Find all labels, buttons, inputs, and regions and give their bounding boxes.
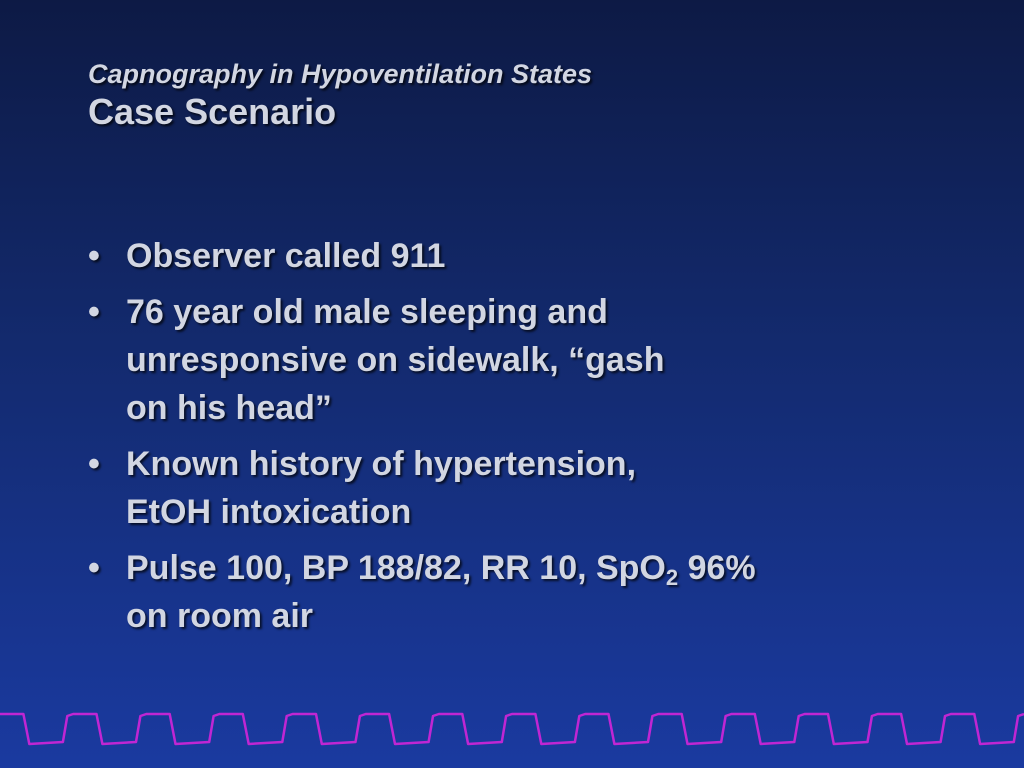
vitals-text: Pulse 100, BP 188/82, RR 10, SpO xyxy=(126,549,666,587)
bullet-dot-icon: • xyxy=(88,445,100,483)
bullet-text: on his head” xyxy=(126,389,332,427)
bullet-text: Known history of hypertension, xyxy=(126,445,637,483)
bullet-dot-icon: • xyxy=(88,549,100,587)
bullet-text: on room air xyxy=(126,597,314,635)
subscript-two: 2 xyxy=(665,565,679,590)
waveform-line xyxy=(0,714,1024,744)
bullet-text: unresponsive on sidewalk, “gash xyxy=(126,341,665,379)
bullet-item xyxy=(88,440,908,536)
bullet-text: EtOH intoxication xyxy=(126,493,412,531)
slide-title: Case Scenario xyxy=(88,91,337,132)
bullet-text: Observer called 911 xyxy=(126,237,446,275)
bullet-dot-icon: • xyxy=(88,237,100,275)
bullet-dot-icon: • xyxy=(88,293,100,331)
bullet-list xyxy=(88,232,908,648)
bullet-text: 76 year old male sleeping and xyxy=(126,293,608,331)
bullet-item xyxy=(88,544,908,640)
bullet-item xyxy=(88,288,908,432)
bullet-text xyxy=(126,544,908,592)
capnography-waveform-icon xyxy=(0,700,1024,760)
title-block xyxy=(88,58,592,134)
slide-subtitle: Capnography in Hypoventilation States xyxy=(88,59,593,89)
spo2-value: 96% xyxy=(678,549,756,587)
bullet-item xyxy=(88,232,908,280)
